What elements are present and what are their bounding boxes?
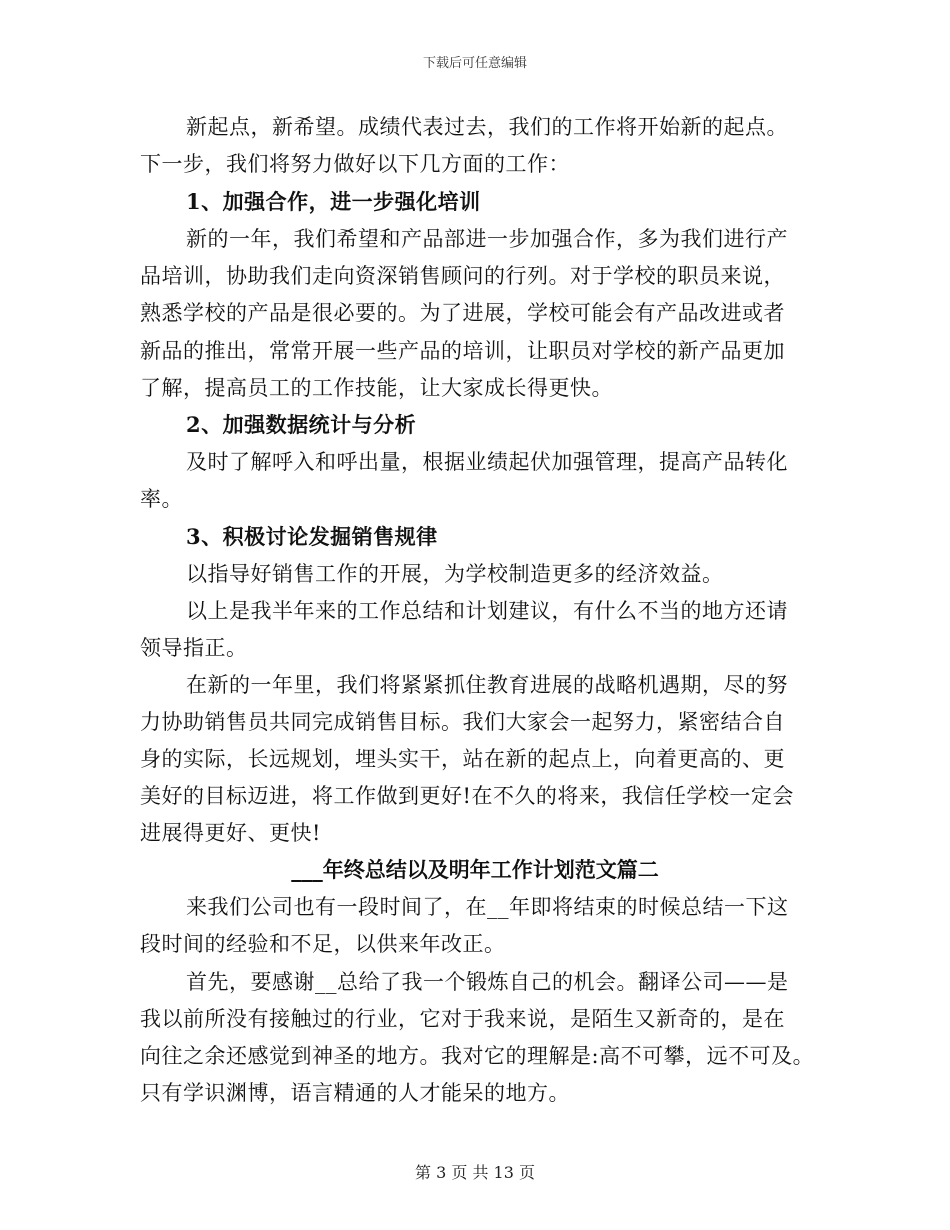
paragraph-line: 新的一年，我们希望和产品部进一步加强合作，多为我们进行产: [186, 227, 788, 251]
paragraph-line: 下一步，我们将努力做好以下几方面的工作：: [140, 152, 570, 176]
page-header: 下载后可任意编辑: [422, 56, 527, 71]
paragraph-line: 以上是我半年来的工作总结和计划建议，有什么不当的地方还请: [186, 599, 788, 623]
paragraph-line: 美好的目标迈进，将工作做到更好!在不久的将来，我信任学校一定会: [140, 784, 794, 808]
paragraph-line: 领导指正。: [140, 636, 248, 660]
paragraph-line: 力协助销售员共同完成销售目标。我们大家会一起努力，紧密结合自: [140, 710, 785, 734]
paragraph-line: 率。: [140, 487, 183, 511]
section-heading: 1、加强合作，进一步强化培训: [186, 189, 481, 214]
paragraph-line: 身的实际，长远规划，埋头实干，站在新的起点上，向着更高的、更: [140, 747, 785, 771]
section-heading: 3、积极讨论发掘销售规律: [186, 524, 438, 549]
paragraph-line: 熟悉学校的产品是很必要的。为了进展，学校可能会有产品改进或者: [140, 301, 785, 325]
paragraph-line: 来我们公司也有一段时间了，在__年即将结束的时候总结一下这: [186, 895, 789, 919]
page-footer: 第 3 页 共 13 页: [415, 1163, 535, 1182]
paragraph-line: 新品的推出，常常开展一些产品的培训，让职员对学校的新产品更加: [140, 339, 785, 363]
paragraph-line: 新起点，新希望。成绩代表过去，我们的工作将开始新的起点。: [186, 115, 788, 139]
paragraph-line: 及时了解呼入和呼出量，根据业绩起伏加强管理，提高产品转化: [186, 450, 788, 474]
paragraph-line: 段时间的经验和不足，以供来年改正。: [140, 932, 506, 956]
paragraph-line: 向往之余还感觉到神圣的地方。我对它的理解是:高不可攀，远不可及。: [140, 1044, 815, 1068]
paragraph-line: 在新的一年里，我们将紧紧抓住教育进展的战略机遇期，尽的努: [186, 673, 788, 697]
paragraph-line: 我以前所没有接触过的行业，它对于我来说，是陌生又新奇的，是在: [140, 1007, 785, 1031]
paragraph-line: 了解，提高员工的工作技能，让大家成长得更快。: [140, 376, 613, 400]
paragraph-line: 以指导好销售工作的开展，为学校制造更多的经济效益。: [186, 562, 724, 586]
paragraph-line: 只有学识渊博，语言精通的人才能呆的地方。: [140, 1081, 570, 1105]
paragraph-line: 首先，要感谢__总给了我一个锻炼自己的机会。翻译公司——是: [186, 970, 789, 994]
paragraph-line: 品培训，协助我们走向资深销售顾问的行列。对于学校的职员来说，: [140, 264, 785, 288]
section-heading: 2、加强数据统计与分析: [186, 412, 417, 437]
paragraph-line: 进展得更好、更快!: [140, 821, 321, 845]
article-title: ___年终总结以及明年工作计划范文篇二: [291, 857, 659, 882]
